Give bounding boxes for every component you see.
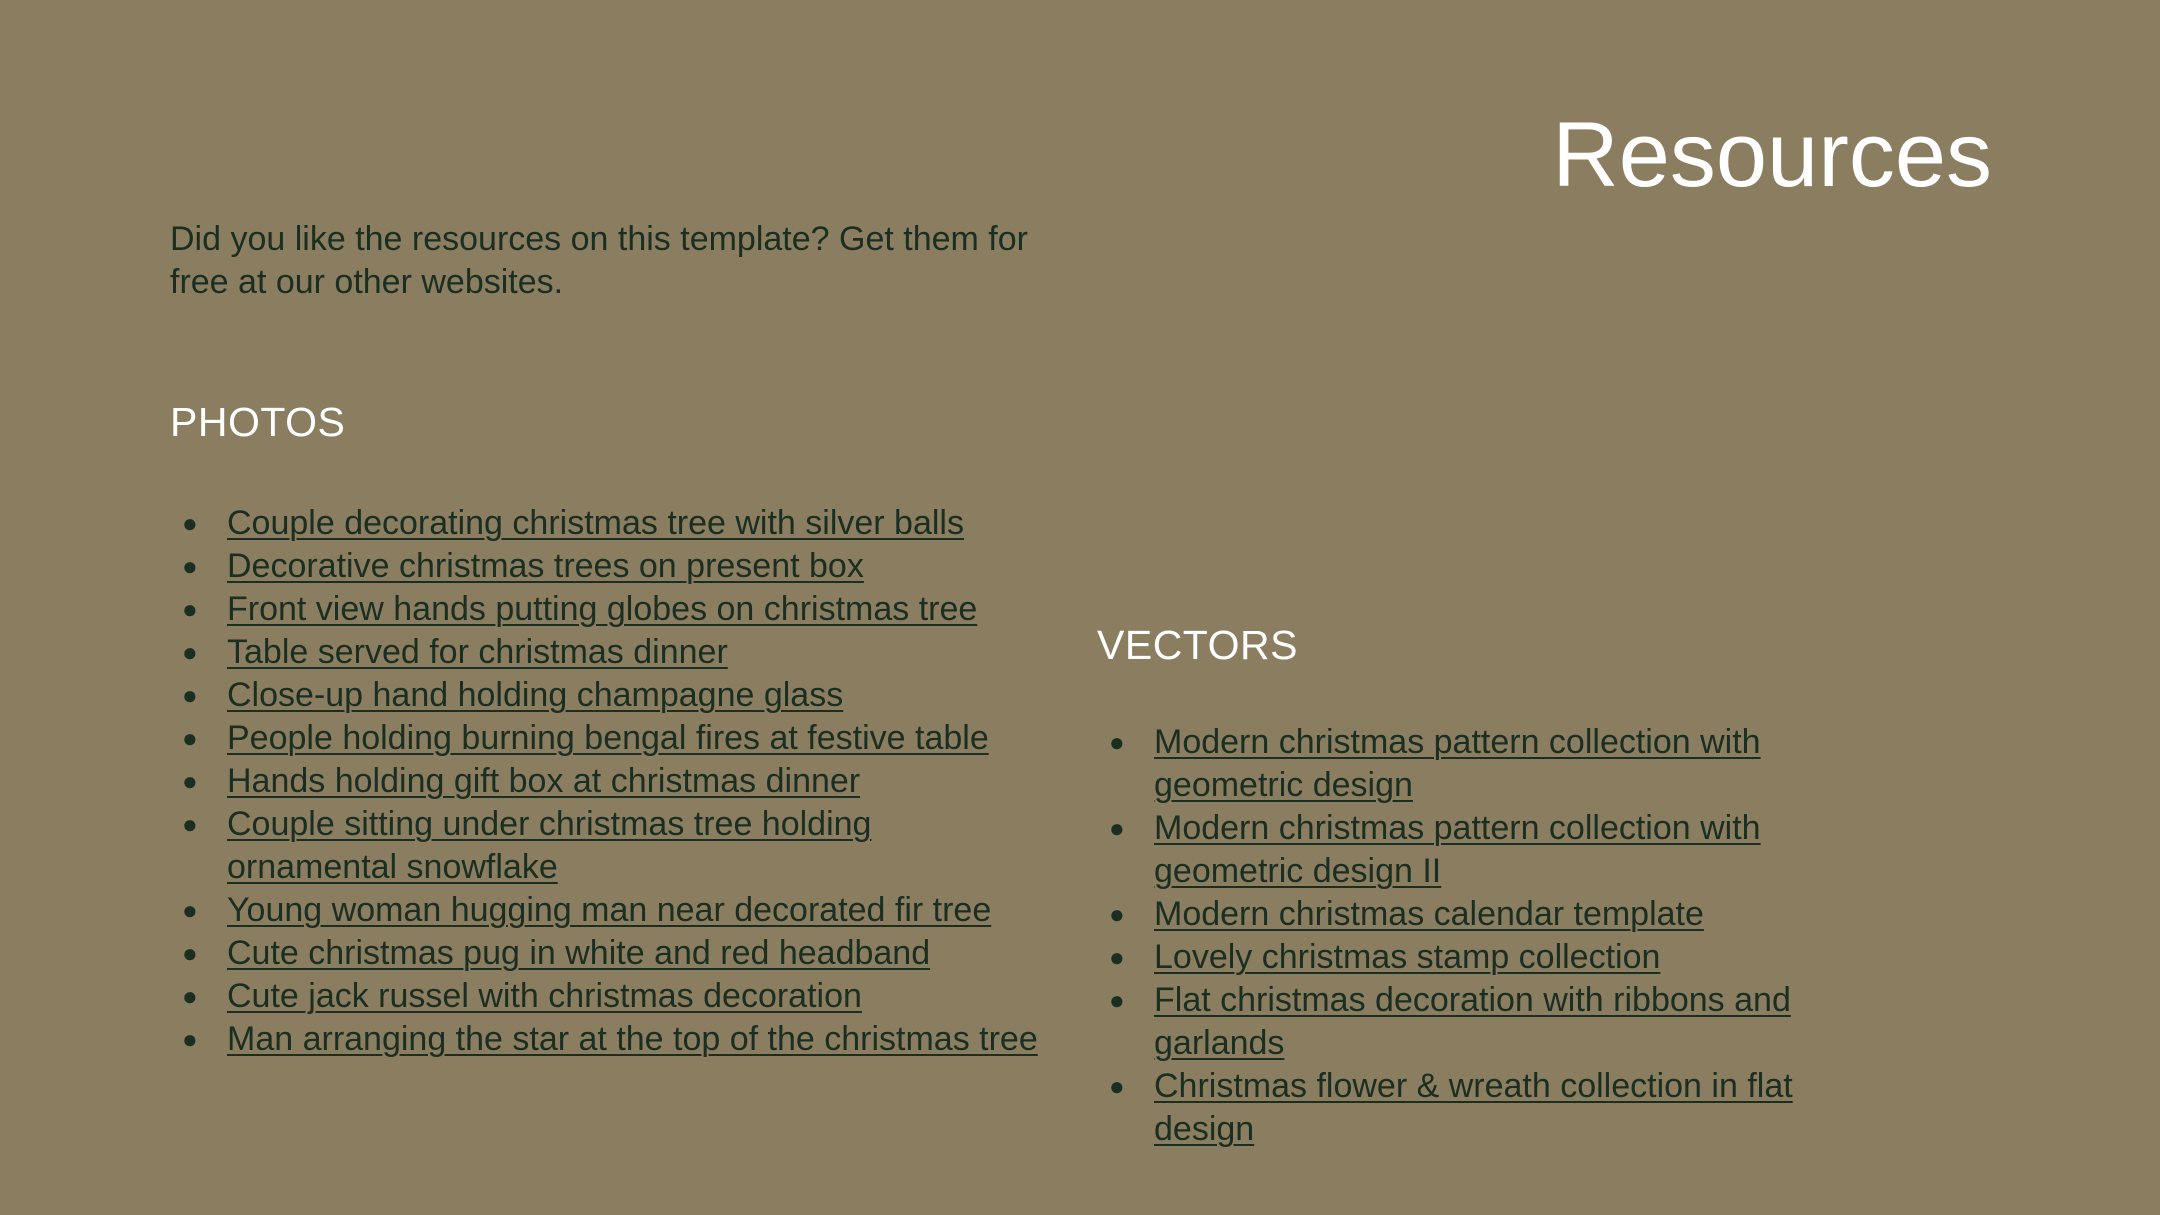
bullet-icon: ● — [182, 680, 198, 710]
page-title: Resources — [1552, 104, 1992, 206]
bullet-icon: ● — [182, 766, 198, 796]
photo-link[interactable]: People holding burning bengal fires at festive table — [227, 719, 989, 757]
vector-link[interactable]: Modern christmas pattern collection with geometric design II — [1154, 809, 1761, 890]
list-item — [1097, 893, 1897, 936]
bullet-icon: ● — [1109, 899, 1125, 929]
bullet-icon: ● — [182, 551, 198, 581]
list-item — [170, 932, 1050, 975]
photo-link[interactable]: Young woman hugging man near decorated fir tree — [227, 891, 992, 929]
bullet-icon: ● — [1109, 985, 1125, 1015]
photo-link[interactable]: Man arranging the star at the top of the christmas tree — [227, 1020, 1038, 1058]
list-item — [1097, 1065, 1897, 1151]
list-item — [170, 760, 1050, 803]
photo-link[interactable]: Close-up hand holding champagne glass — [227, 676, 844, 714]
vector-link[interactable]: Christmas flower & wreath collection in flat design — [1154, 1067, 1793, 1148]
list-item — [1097, 979, 1897, 1065]
bullet-icon: ● — [182, 1024, 198, 1054]
list-item — [170, 1018, 1050, 1061]
list-item — [170, 502, 1050, 545]
bullet-icon: ● — [182, 723, 198, 753]
photo-link[interactable]: Decorative christmas trees on present box — [227, 547, 864, 585]
list-item — [170, 674, 1050, 717]
bullet-icon: ● — [182, 508, 198, 538]
vector-link[interactable]: Flat christmas decoration with ribbons and garlands — [1154, 981, 1791, 1062]
bullet-icon: ● — [182, 637, 198, 667]
photos-heading: PHOTOS — [170, 399, 346, 445]
list-item — [170, 889, 1050, 932]
bullet-icon: ● — [182, 981, 198, 1011]
vectors-list — [1097, 721, 1897, 1151]
bullet-icon: ● — [1109, 942, 1125, 972]
list-item — [1097, 807, 1897, 893]
list-item — [170, 803, 1050, 889]
photo-link[interactable]: Hands holding gift box at christmas dinner — [227, 762, 861, 800]
list-item — [1097, 936, 1897, 979]
photos-list — [170, 502, 1050, 1061]
list-item — [170, 631, 1050, 674]
bullet-icon: ● — [1109, 813, 1125, 843]
list-item — [170, 545, 1050, 588]
vectors-heading: VECTORS — [1097, 622, 1298, 668]
bullet-icon: ● — [1109, 727, 1125, 757]
bullet-icon: ● — [182, 594, 198, 624]
list-item — [1097, 721, 1897, 807]
photo-link[interactable]: Cute christmas pug in white and red headband — [227, 934, 931, 972]
vector-link[interactable]: Modern christmas pattern collection with geometric design — [1154, 723, 1761, 804]
photo-link[interactable]: Table served for christmas dinner — [227, 633, 728, 671]
list-item — [170, 717, 1050, 760]
bullet-icon: ● — [1109, 1071, 1125, 1101]
bullet-icon: ● — [182, 809, 198, 839]
list-item — [170, 588, 1050, 631]
list-item — [170, 975, 1050, 1018]
vector-link[interactable]: Lovely christmas stamp collection — [1154, 938, 1661, 976]
bullet-icon: ● — [182, 938, 198, 968]
bullet-icon: ● — [182, 895, 198, 925]
vector-link[interactable]: Modern christmas calendar template — [1154, 895, 1704, 933]
photo-link[interactable]: Couple sitting under christmas tree holding ornamental snowflake — [227, 805, 872, 886]
intro-text: Did you like the resources on this template? Get them for free at our other websites. — [170, 220, 1028, 301]
photo-link[interactable]: Front view hands putting globes on christmas tree — [227, 590, 978, 628]
photo-link[interactable]: Cute jack russel with christmas decoration — [227, 977, 862, 1015]
photo-link[interactable]: Couple decorating christmas tree with silver balls — [227, 504, 964, 542]
